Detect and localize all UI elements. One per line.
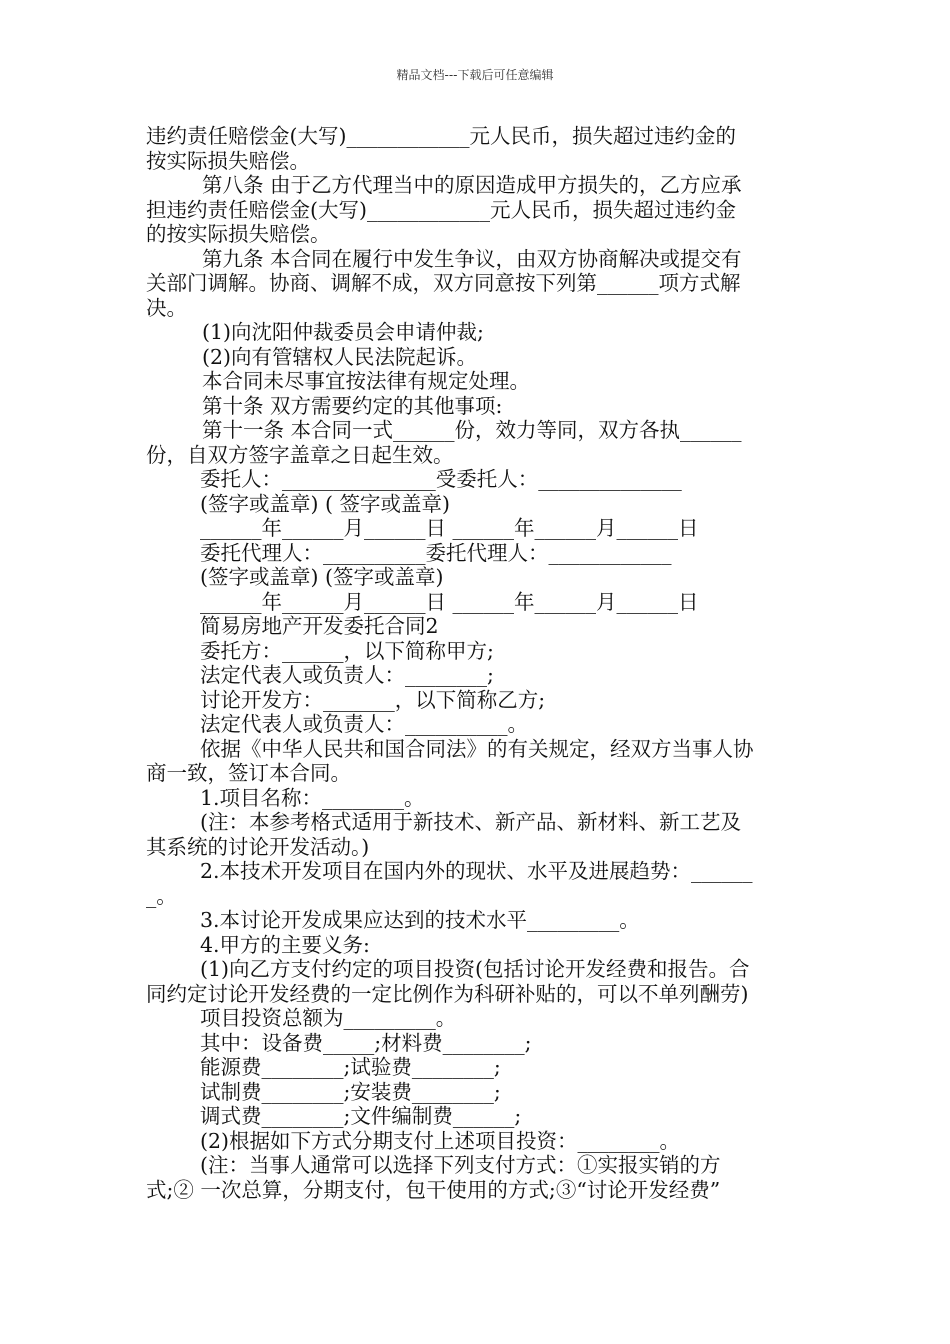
text-line: 其系统的讨论开发活动。) <box>146 834 370 859</box>
text-line: (签字或盖章) ( 签字或盖章) <box>200 491 451 516</box>
text-line: 本合同未尽事宜按法律有规定处理。 <box>202 369 530 393</box>
text-line: 第十条 双方需要约定的其他事项: <box>202 393 503 418</box>
text-line: 2.本技术开发项目在国内外的现状、水平及进展趋势：______ <box>200 859 753 883</box>
text-line: 试制费________;安装费________; <box>200 1079 501 1104</box>
text-line: 其中：设备费_____;材料费________; <box>200 1030 532 1055</box>
text-line: 调式费________;文件编制费______; <box>200 1104 522 1128</box>
text-line: (1)向乙方支付约定的项目投资(包括讨论开发经费和报告。合 <box>200 957 750 981</box>
text-line: 式;② 一次总算，分期支付，包干使用的方式;③“讨论开发经费” <box>146 1177 721 1202</box>
text-line: 项目投资总额为_________。 <box>200 1006 457 1030</box>
text-line: 决。 <box>146 295 187 320</box>
text-line: (注：本参考格式适用于新技术、新产品、新材料、新工艺及 <box>200 810 741 834</box>
text-line: ______年______月______日 ______年______月______日 <box>200 516 699 540</box>
page-header: 精品文档---下载后可任意编辑 <box>396 68 554 82</box>
text-line: 4.甲方的主要义务: <box>200 932 370 957</box>
text-line: 违约责任赔偿金(大写)____________元人民币，损失超过违约金的 <box>146 124 736 148</box>
text-line: (2)根据如下方式分期支付上述项目投资：________。 <box>200 1128 681 1153</box>
text-line: 法定代表人或负责人：__________。 <box>200 712 528 736</box>
text-line: 商一致，签订本合同。 <box>146 761 351 785</box>
text-line: 委托代理人：__________委托代理人：____________ <box>200 540 672 565</box>
text-line: (签字或盖章) (签字或盖章) <box>200 565 444 589</box>
text-line: 依据《中华人民共和国合同法》的有关规定，经双方当事人协 <box>200 736 754 761</box>
text-line: 份，自双方签字盖章之日起生效。 <box>146 442 454 467</box>
text-line: 第八条 由于乙方代理当中的原因造成甲方损失的，乙方应承 <box>202 173 742 197</box>
text-line: 讨论开发方：_______，以下简称乙方; <box>200 687 546 712</box>
text-line: _。 <box>146 883 177 908</box>
text-line: 能源费________;试验费________; <box>200 1055 501 1079</box>
text-line: 关部门调解。协商、调解不成，双方同意按下列第______项方式解 <box>146 271 741 295</box>
text-line: 3.本讨论开发成果应达到的技术水平_________。 <box>200 908 640 932</box>
text-line: 法定代表人或负责人：________; <box>200 663 494 687</box>
text-line: 同约定讨论开发经费的一定比例作为科研补贴的，可以不单列酬劳) <box>146 981 749 1006</box>
text-line: 第九条 本合同在履行中发生争议，由双方协商解决或提交有 <box>202 246 742 271</box>
text-line: 的按实际损失赔偿。 <box>146 222 331 246</box>
document-body <box>146 124 810 1202</box>
text-line: 委托人：_______________受委托人：______________ <box>200 467 682 491</box>
text-line: 委托方：______，以下简称甲方; <box>200 638 494 663</box>
text-line: ______年______月______日 ______年______月______日 <box>200 589 699 614</box>
text-line: 1.项目名称：________。 <box>200 785 425 810</box>
text-line: (注：当事人通常可以选择下列支付方式：①实报实销的方 <box>200 1153 721 1177</box>
text-line: 担违约责任赔偿金(大写)____________元人民币，损失超过违约金 <box>146 197 736 222</box>
text-line: (2)向有管辖权人民法院起诉。 <box>202 344 478 369</box>
text-line: 第十一条 本合同一式______份，效力等同，双方各执______ <box>202 418 742 442</box>
text-line: 按实际损失赔偿。 <box>146 148 310 173</box>
text-line: (1)向沈阳仲裁委员会申请仲裁; <box>202 320 484 344</box>
text-line: 简易房地产开发委托合同2 <box>200 614 439 638</box>
